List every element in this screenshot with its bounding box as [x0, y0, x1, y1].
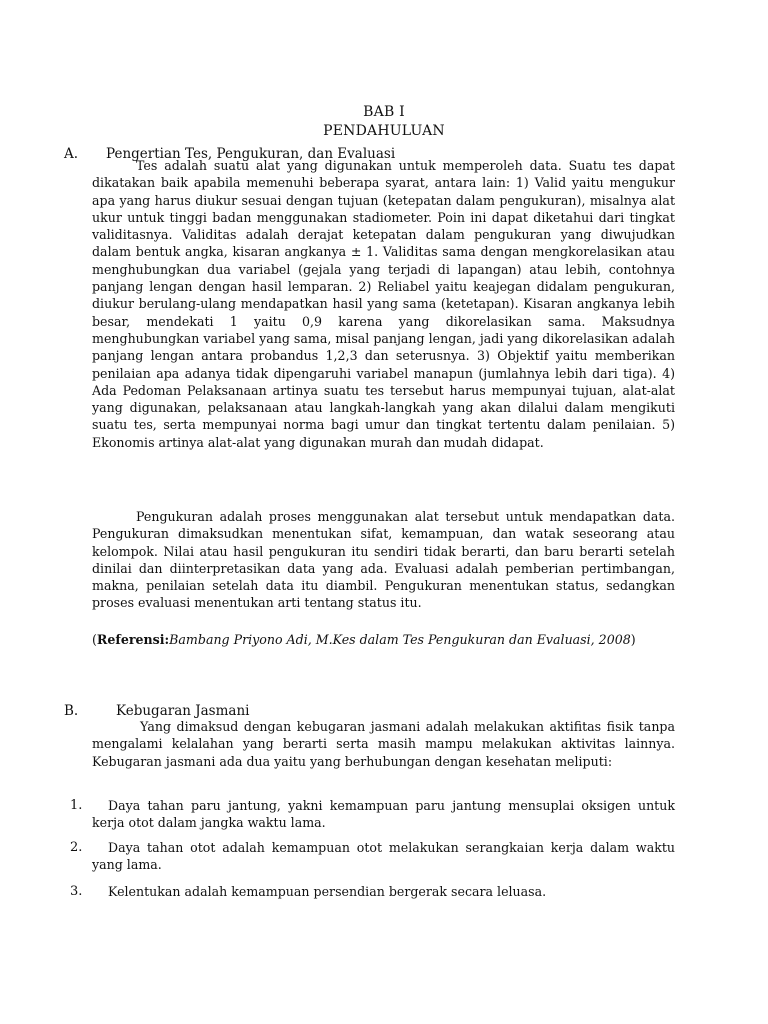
list-item-number: 1. — [70, 798, 83, 813]
section-b-heading: Kebugaran Jasmani — [116, 703, 250, 719]
section-b-letter: B. — [64, 703, 79, 719]
section-b-paragraph-1 — [92, 718, 675, 770]
section-a-paragraph-2-text: Pengukuran adalah proses menggunakan alat tersebut untuk mendapatkan data. Pengukuran dimaksudkan menentukan sifat, kemampuan, dan watak seseorang atau kelompok. Nilai atau hasil pengukuran itu sendiri tidak berarti, dan baru berarti setelah dinilai dan diinterpretasikan data yang ada. Evaluasi adalah pemberian pertimbangan, makna, penilaian setelah data itu diambil. Pengukuran menentukan status, sedangkan proses evaluasi menentukan arti tentang status itu. — [92, 509, 675, 611]
list-item — [92, 883, 675, 900]
list-item — [92, 797, 675, 832]
list-item — [92, 839, 675, 874]
section-a-heading: Pengertian Tes, Pengukuran, dan Evaluasi — [106, 146, 396, 162]
section-a-paragraph-2 — [92, 508, 675, 612]
reference-text: Bambang Priyono Adi, M.Kes dalam Tes Pengukuran dan Evaluasi, 2008 — [169, 632, 631, 647]
list-item-text: Kelentukan adalah kemampuan persendian bergerak secara leluasa. — [108, 884, 547, 899]
section-a-letter: A. — [64, 146, 79, 162]
reference-open-paren: ( — [92, 632, 97, 647]
reference-citation — [92, 631, 675, 648]
section-a-paragraph-1-text: Tes adalah suatu alat yang digunakan untuk memperoleh data. Suatu tes dapat dikatakan baik apabila memenuhi beberapa syarat, antara lain: 1) Valid yaitu mengukur apa yang harus diukur sesuai dengan tujuan (ketepatan dalam pengukuran), misalnya alat ukur untuk tinggi badan menggunakan stadiometer. Poin ini dapat diketahui dari tingkat validitasnya. Validitas adalah derajat ketepatan dalam pengukuran yang diwujudkan dalam bentuk angka, kisaran angkanya ± 1. Validitas sama dengan mengkorelasikan atau menghubungkan dua variabel (gejala yang terjadi di lapangan) atau lebih, contohnya panjang lengan dengan hasil lemparan. 2) Reliabel yaitu keajegan didalam pengukuran, diukur berulang-ulang mendapatkan hasil yang sama (ketetapan). Kisaran angkanya lebih besar, mendekati 1 yaitu 0,9 karena yang dikorelasikan sama. Maksudnya menghubungkan variabel yang sama, misal panjang lengan, jadi yang dikorelasikan adalah panjang lengan antara probandus 1,2,3 dan seterusnya. 3) Objektif yaitu memberikan penilaian apa adanya tidak dipengaruhi variabel manapun (jumlahnya lebih dari tiga). 4) Ada Pedoman Pelaksanaan artinya suatu tes tersebut harus mempunyai tujuan, alat-alat yang digunakan, pelaksanaan atau langkah-langkah yang akan dilalui dalam mengikuti suatu tes, serta mempunyai norma bagi umur dan tingkat tertentu dalam penilaian. 5) Ekonomis artinya alat-alat yang digunakan murah dan mudah didapat. — [92, 158, 675, 450]
list-item-text: Daya tahan otot adalah kemampuan otot melakukan serangkaian kerja dalam waktu yang lama. — [92, 840, 675, 873]
list-item-text: Daya tahan paru jantung, yakni kemampuan paru jantung mensuplai oksigen untuk kerja otot dalam jangka waktu lama. — [92, 798, 675, 831]
reference-close-paren: ) — [630, 632, 636, 647]
list-item-number: 2. — [70, 840, 83, 855]
chapter-title: PENDAHULUAN — [323, 123, 445, 139]
chapter-number: BAB I — [363, 104, 405, 120]
reference-label: Referensi: — [96, 632, 170, 647]
section-b-paragraph-1-text: Yang dimaksud dengan kebugaran jasmani adalah melakukan aktifitas fisik tanpa mengalami kelalahan yang berarti serta masih mampu melakukan aktivitas lainnya. Kebugaran jasmani ada dua yaitu yang berhubungan dengan kesehatan meliputi: — [92, 719, 675, 769]
section-a-paragraph-1 — [92, 157, 675, 451]
list-item-number: 3. — [70, 884, 83, 899]
